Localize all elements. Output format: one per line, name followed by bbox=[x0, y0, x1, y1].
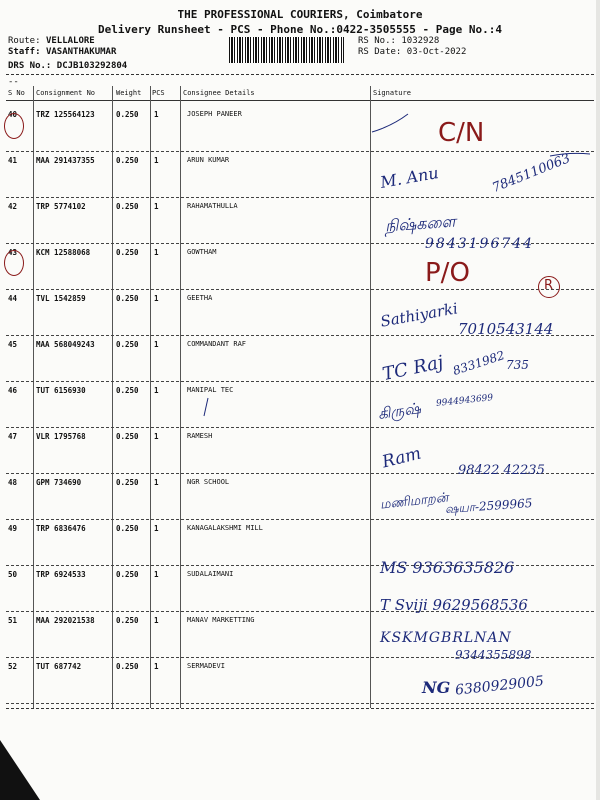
col-weight: Weight bbox=[116, 89, 142, 97]
stroke-row40 bbox=[372, 114, 408, 132]
tick-stroke bbox=[204, 398, 208, 416]
row-consignment-no: TRZ 125564123 bbox=[36, 110, 95, 119]
row-48-sign: மணிமாறன் bbox=[379, 490, 450, 513]
row-sno: 52 bbox=[8, 662, 18, 671]
row-weight: 0.250 bbox=[116, 156, 139, 165]
row-consignee: SERMADEVI bbox=[187, 662, 225, 670]
row-42-sign: நிஷ்களை bbox=[384, 211, 457, 236]
row-sno: 49 bbox=[8, 524, 18, 533]
row-consignment-no: TRP 6836476 bbox=[36, 524, 86, 533]
row-consignee: COMMANDANT RAF bbox=[187, 340, 247, 348]
staff-label: Staff: bbox=[8, 47, 41, 57]
row-pcs: 1 bbox=[154, 432, 159, 441]
route-value: VELLALORE bbox=[45, 36, 95, 46]
row-weight: 0.250 bbox=[116, 432, 139, 441]
row-pcs: 1 bbox=[154, 156, 159, 165]
row-45-phone: 8331982 bbox=[451, 348, 507, 378]
row-consignee: MANIPAL TEC bbox=[187, 386, 234, 394]
route-label: Route: bbox=[8, 36, 41, 46]
row-42-phone: 9843196744 bbox=[425, 236, 535, 252]
row-weight: 0.250 bbox=[116, 524, 139, 533]
staff-line bbox=[8, 47, 116, 57]
row-weight: 0.250 bbox=[116, 570, 139, 579]
drs-value: DCJB103292804 bbox=[56, 61, 128, 71]
row-sno: 50 bbox=[8, 570, 18, 579]
row-pcs: 1 bbox=[154, 110, 159, 119]
row-consignment-no: GPM 734690 bbox=[36, 478, 82, 487]
row-pcs: 1 bbox=[154, 340, 159, 349]
company-title: THE PROFESSIONAL COURIERS, Coimbatore bbox=[177, 8, 423, 21]
row-pcs: 1 bbox=[154, 662, 159, 671]
row-sno: 51 bbox=[8, 616, 18, 625]
row-pcs: 1 bbox=[154, 616, 159, 625]
row-45-sign: TC Raj bbox=[380, 351, 446, 386]
row-weight: 0.250 bbox=[116, 616, 139, 625]
row-47-sign: Ram bbox=[380, 443, 424, 473]
row-consignment-no: TUT 687742 bbox=[36, 662, 82, 671]
row-consignment-no: TRP 5774102 bbox=[36, 202, 86, 211]
row-consignee: ARUN KUMAR bbox=[187, 156, 230, 164]
row-consignee: GEETHA bbox=[187, 294, 213, 302]
row-consignment-no: MAA 291437355 bbox=[36, 156, 95, 165]
row-45-extra: 735 bbox=[506, 358, 529, 372]
row-sno: 40 bbox=[8, 110, 18, 119]
row-43-circle-letter: R bbox=[544, 278, 554, 293]
footer-divider bbox=[6, 708, 594, 709]
row-consignment-no: TRP 6924533 bbox=[36, 570, 86, 579]
row-sno: 47 bbox=[8, 432, 18, 441]
row-41-phone: 7845110063 bbox=[490, 151, 573, 196]
row-consignee: MANAV MARKETTING bbox=[187, 616, 255, 624]
rs-date-value: 03-Oct-2022 bbox=[406, 47, 467, 57]
row-pcs: 1 bbox=[154, 570, 159, 579]
row-consignment-no: MAA 568049243 bbox=[36, 340, 95, 349]
row-consignee: JOSEPH PANEER bbox=[187, 110, 242, 118]
row-pcs: 1 bbox=[154, 524, 159, 533]
drs-label: DRS No.: bbox=[8, 61, 52, 71]
header-divider bbox=[6, 74, 594, 75]
row-52-sign: NG bbox=[422, 678, 451, 697]
barcode bbox=[229, 37, 344, 63]
row-consignee: GOWTHAM bbox=[187, 248, 217, 256]
top-mark: -- bbox=[8, 77, 19, 87]
row-sno: 45 bbox=[8, 340, 18, 349]
row-pcs: 1 bbox=[154, 386, 159, 395]
col-signature: Signature bbox=[373, 89, 411, 97]
row-pcs: 1 bbox=[154, 478, 159, 487]
row-48-phone: ஷயா-2599965 bbox=[444, 495, 533, 517]
row-sno: 42 bbox=[8, 202, 18, 211]
row-consignee: NGR SCHOOL bbox=[187, 478, 230, 486]
row-weight: 0.250 bbox=[116, 478, 139, 487]
row-consignment-no: KCM 12588068 bbox=[36, 248, 91, 257]
row-consignment-no: TVL 1542859 bbox=[36, 294, 86, 303]
rs-date-label: RS Date: bbox=[358, 47, 402, 57]
row-46-sign: கிருஷ் bbox=[376, 399, 422, 423]
row-sno: 48 bbox=[8, 478, 18, 487]
row-sno: 44 bbox=[8, 294, 18, 303]
runsheet-subtitle: Delivery Runsheet - PCS - Phone No.:0422-3505555 - Page No.:4 bbox=[98, 23, 502, 36]
row-41-sign: M. Anu bbox=[378, 163, 440, 192]
row-sno: 46 bbox=[8, 386, 18, 395]
row-sno: 43 bbox=[8, 248, 18, 257]
row-weight: 0.250 bbox=[116, 386, 139, 395]
row-40-note: C/N bbox=[438, 118, 485, 148]
row-weight: 0.250 bbox=[116, 248, 139, 257]
drs-line bbox=[8, 61, 127, 71]
page-edge bbox=[596, 0, 600, 800]
col-pcs: PCS bbox=[152, 89, 165, 97]
row-pcs: 1 bbox=[154, 248, 159, 257]
page-fold bbox=[0, 740, 40, 800]
row-49-sign: MS 9363635826 bbox=[380, 558, 515, 577]
row-51-phone: 9344355898 bbox=[455, 648, 532, 662]
row-50-sign: T Sviji 9629568536 bbox=[380, 596, 528, 614]
row-consignee: RAHAMATHULLA bbox=[187, 202, 238, 210]
col-sno: S No bbox=[8, 89, 25, 97]
row-43-note: P/O bbox=[425, 258, 470, 288]
row-46-phone: 9944943699 bbox=[435, 393, 494, 409]
row-consignee: KANAGALAKSHMI MILL bbox=[187, 524, 263, 532]
row-47-phone: 98422 42235 bbox=[458, 463, 545, 478]
pen-strokes bbox=[370, 100, 600, 710]
row-weight: 0.250 bbox=[116, 294, 139, 303]
row-weight: 0.250 bbox=[116, 202, 139, 211]
row-consignment-no: VLR 1795768 bbox=[36, 432, 86, 441]
stroke-row41 bbox=[550, 153, 590, 156]
row-pcs: 1 bbox=[154, 202, 159, 211]
row-51-sign: KSKMGBRLNAN bbox=[380, 630, 512, 646]
col-consignee: Consignee Details bbox=[183, 89, 255, 97]
row-52-phone: 6380929005 bbox=[454, 673, 545, 699]
row-consignee: RAMESH bbox=[187, 432, 213, 440]
rs-no-value: 1032928 bbox=[401, 36, 440, 46]
row-pcs: 1 bbox=[154, 294, 159, 303]
row-sno: 41 bbox=[8, 156, 18, 165]
rs-no-label: RS No.: bbox=[358, 36, 396, 46]
row-consignment-no: MAA 292021538 bbox=[36, 616, 95, 625]
col-consignment: Consignment No bbox=[36, 89, 96, 97]
rs-no-line bbox=[358, 36, 439, 46]
row-44-phone: 7010543144 bbox=[458, 320, 554, 338]
row-consignee: SUDALAIMANI bbox=[187, 570, 234, 578]
row-weight: 0.250 bbox=[116, 662, 139, 671]
row-40-circle bbox=[4, 113, 24, 139]
row-weight: 0.250 bbox=[116, 340, 139, 349]
row-weight: 0.250 bbox=[116, 110, 139, 119]
route-line bbox=[8, 36, 95, 46]
rs-date-line bbox=[358, 47, 466, 57]
staff-value: VASANTHAKUMAR bbox=[45, 47, 117, 57]
tick-mark bbox=[190, 392, 220, 422]
row-consignment-no: TUT 6156930 bbox=[36, 386, 86, 395]
row-44-sign: Sathiyarki bbox=[379, 299, 460, 331]
row-43-circle bbox=[4, 250, 24, 276]
